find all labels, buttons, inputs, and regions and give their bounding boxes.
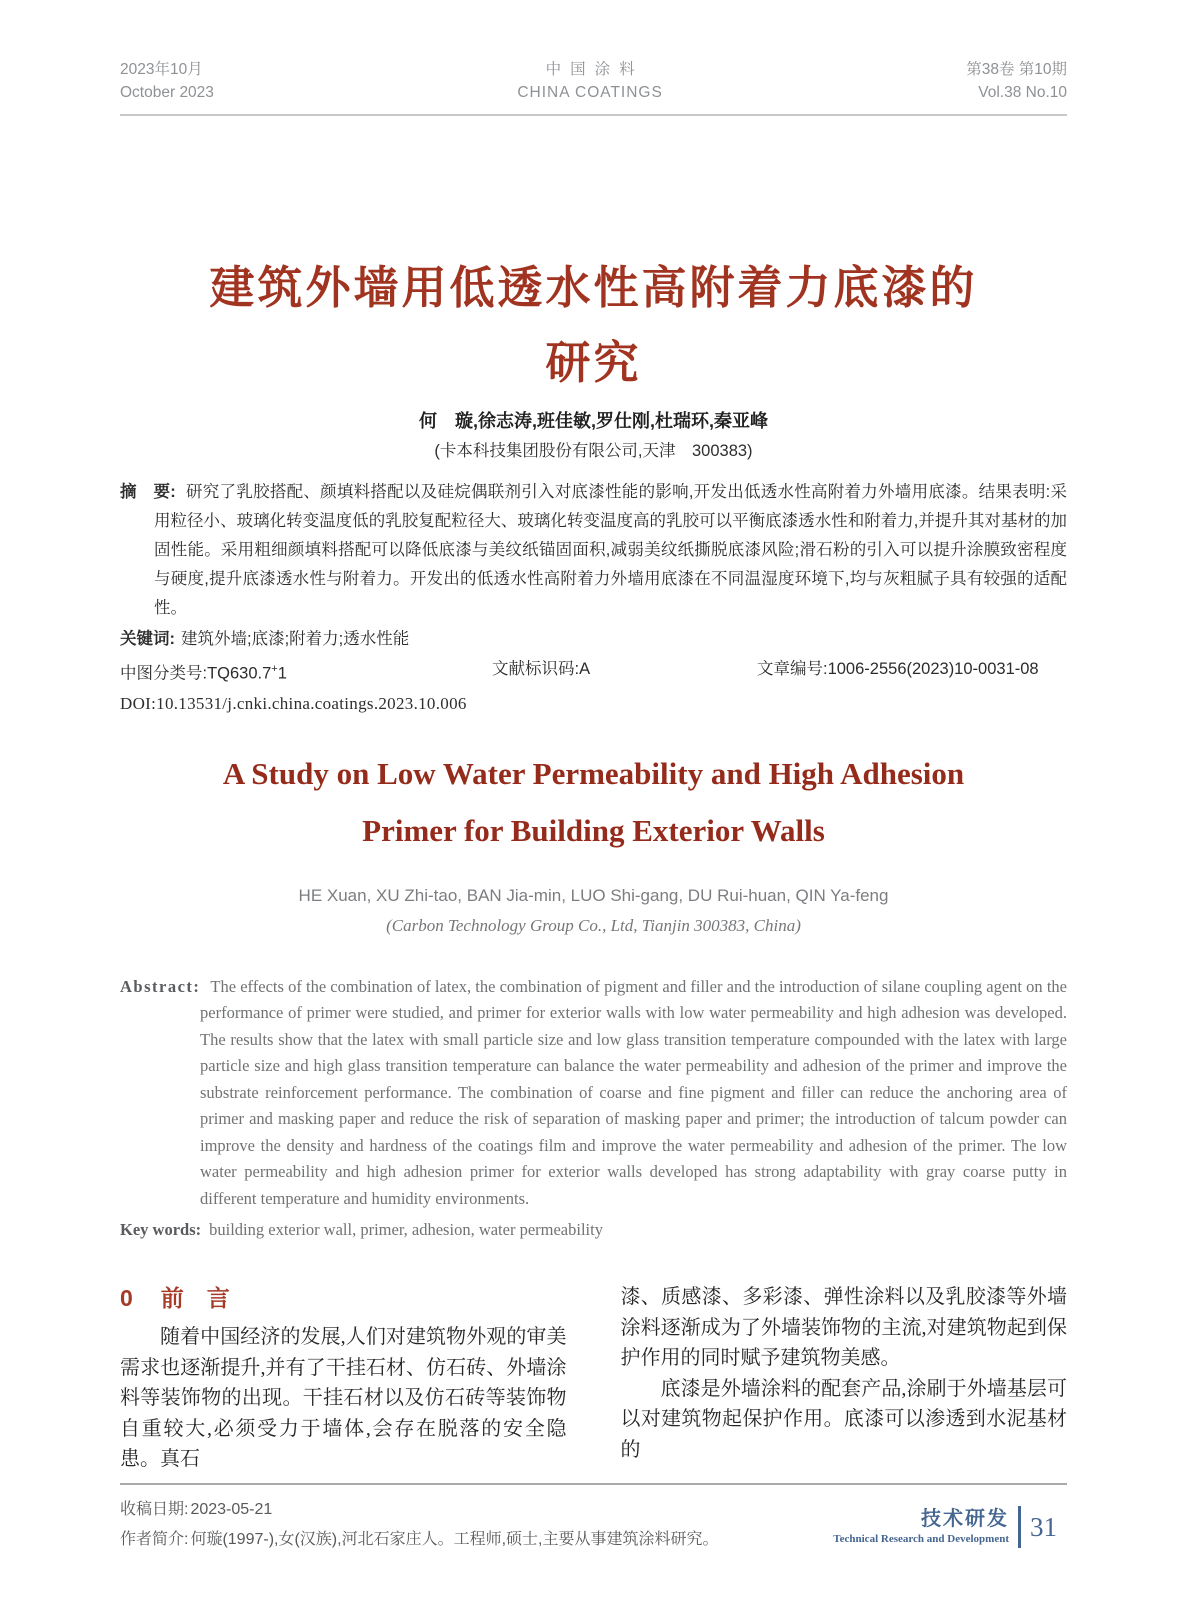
abstract-en: [120, 974, 1067, 1213]
volume-issue-zh: 第38卷 第10期: [966, 61, 1067, 78]
section-title: 前 言: [160, 1285, 230, 1311]
body-paragraph: 随着中国经济的发展,人们对建筑物外观的审美需求也逐渐提升,并有了干挂石材、仿石砖、外墙涂料等装饰物的出现。干挂石材以及仿石砖等装饰物自重较大,必须受力于墙体,会存在脱落的安全隐患。真石: [120, 1326, 567, 1470]
clc-superscript: +: [271, 663, 278, 675]
footer-section-en: Technical Research and Development: [833, 1533, 1009, 1545]
article-title-en-line1: A Study on Low Water Permeability and High Adhesion: [222, 755, 965, 791]
article-title-en: [120, 745, 1067, 859]
body-column-right: [621, 1282, 1068, 1475]
affiliation-en: (Carbon Technology Group Co., Ltd, Tianjin 300383, China): [386, 915, 801, 935]
abstract-en-label: Abstract:: [120, 976, 201, 996]
article-title-en-line2: Primer for Building Exterior Walls: [362, 812, 825, 848]
keywords-en-label: Key words:: [120, 1220, 202, 1239]
article-meta-row: [120, 655, 1067, 688]
received-date-label: 收稿日期:: [120, 1500, 189, 1518]
journal-name-zh: 中国涂料: [545, 61, 644, 78]
document-code: 文献标识码:A: [492, 660, 591, 678]
body-paragraph: 底漆是外墙涂料的配套产品,涂刷于外墙基层可以对建筑物起保护作用。底漆可以渗透到水泥基材的: [620, 1377, 1067, 1461]
article-number: 文章编号:1006-2556(2023)10-0031-08: [757, 660, 1039, 678]
header-date-en: October 2023: [120, 84, 214, 101]
section-number: 0: [120, 1285, 133, 1311]
article-title-zh: [120, 250, 1067, 400]
doi: DOI:10.13531/j.cnki.china.coatings.2023.10.006: [120, 693, 467, 713]
author-bio-label: 作者简介:: [120, 1530, 189, 1548]
footer-section-name: [833, 1508, 1009, 1546]
keywords-en: [120, 1216, 1067, 1243]
header-journal-name: [517, 58, 662, 104]
footer-divider-bar: [1018, 1506, 1021, 1548]
header-volume-issue: [966, 58, 1067, 104]
journal-header: [120, 58, 1067, 116]
abstract-en-text: The effects of the combination of latex, the combination of pigment and filler and the introduction of silane coupling agent on the performance of primer were studied, and primer for exterior walls with low water permeability and high adhesion was developed. The results show that the latex with small particle size and low glass transition temperature compounded with the latex with large particle size and high glass transition temperature can balance the water permeability and adhesion of the primer and improve the substrate reinforcement performance. The combination of coarse and fine pigment and filler can reduce the anchoring area of primer and masking paper and reduce the risk of separation of masking paper and primer; the introduction of talcum powder can improve the density and hardness of the coatings film and improve the water permeability and adhesion of the primer. The low water permeability and high adhesion primer for exterior walls developed has strong adaptability with gray coarse putty in different temperature and humidity environments.: [200, 976, 1067, 1208]
body-column-left: [120, 1282, 567, 1475]
received-date-value: 2023-05-21: [190, 1500, 273, 1518]
header-date-zh: 2023年10月: [120, 61, 203, 78]
footer-section-zh: 技术研发: [921, 1508, 1009, 1530]
body-columns: [120, 1282, 1067, 1475]
clc-number: [120, 655, 492, 688]
page-number: 31: [1030, 1512, 1057, 1542]
article-title-zh-line2: 研究: [545, 337, 642, 388]
article-title-zh-line1: 建筑外墙用低透水性高附着力底漆的: [209, 262, 978, 313]
clc-tail: 1: [277, 664, 287, 683]
keywords-zh-text: 建筑外墙;底漆;附着力;透水性能: [181, 630, 410, 648]
volume-issue-en: Vol.38 No.10: [978, 84, 1067, 101]
author-bio-text: 何璇(1997-),女(汉族),河北石家庄人。工程师,硕士,主要从事建筑涂料研究。: [190, 1530, 719, 1548]
abstract-zh-text: 研究了乳胶搭配、颜填料搭配以及硅烷偶联剂引入对底漆性能的影响,开发出低透水性高附着力外墙用底漆。结果表明:采用粒径小、玻璃化转变温度低的乳胶复配粒径大、玻璃化转变温度高的乳胶可以平衡底漆透水性和附着力,并提升其对基材的加固性能。采用粗细颜填料搭配可以降低底漆与美纹纸锚固面积,减弱美纹纸撕脱底漆风险;滑石粉的引入可以提升涂膜致密程度与硬度,提升底漆透水性与附着力。开发出的低透水性高附着力外墙用底漆在不同温湿度环境下,均与灰粗腻子具有较强的适配性。: [154, 483, 1067, 617]
page-footer: [833, 1506, 1057, 1548]
authors-en: HE Xuan, XU Zhi-tao, BAN Jia-min, LUO Shi-gang, DU Rui-huan, QIN Ya-feng: [298, 885, 889, 905]
clc-prefix: 中图分类号:TQ630.7: [120, 664, 272, 683]
abstract-zh: [120, 478, 1067, 623]
abstract-zh-label: 摘 要:: [120, 483, 176, 501]
keywords-zh: [120, 625, 1067, 653]
journal-name-en: CHINA COATINGS: [517, 84, 663, 101]
keywords-en-text: building exterior wall, primer, adhesion, water permeability: [209, 1220, 603, 1239]
body-paragraph: 漆、质感漆、多彩漆、弹性涂料以及乳胶漆等外墙涂料逐渐成为了外墙装饰物的主流,对建筑物起到保护作用的同时赋予建筑物美感。: [620, 1286, 1067, 1369]
affiliation-zh: (卡本科技集团股份有限公司,天津 300383): [434, 442, 753, 460]
section-heading-intro: [120, 1282, 567, 1314]
authors-zh: 何 璇,徐志涛,班佳敏,罗仕刚,杜瑞环,秦亚峰: [418, 411, 768, 431]
keywords-zh-label: 关键词:: [120, 630, 175, 648]
header-issue-date: [120, 58, 214, 104]
